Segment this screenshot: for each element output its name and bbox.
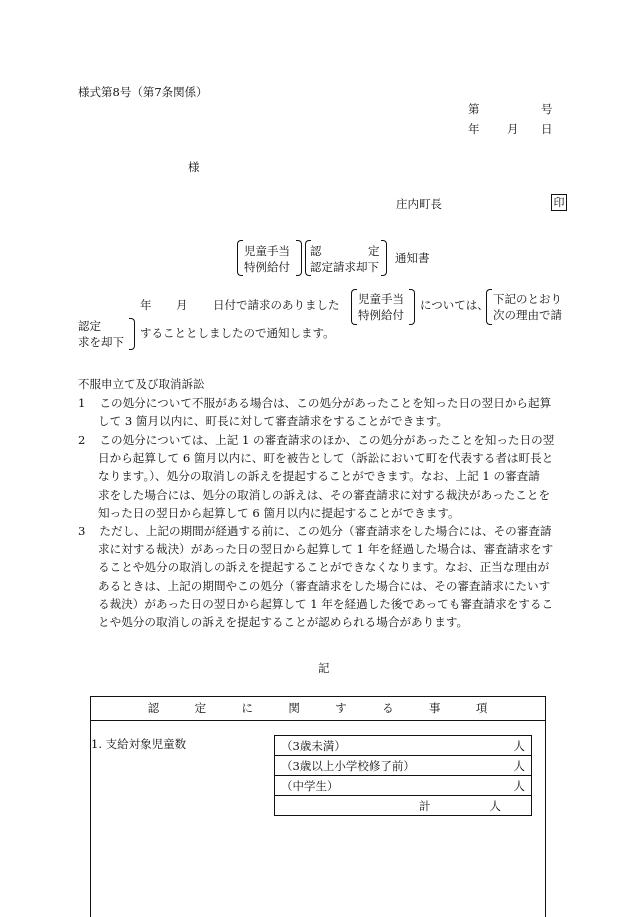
appeal-heading: 不服申立て及び取消訴訟 [78,377,205,391]
table-header-char: 定 [194,701,207,715]
title-suffix: 通知書 [395,251,430,265]
date-day: 日 [541,122,553,136]
body-option-2 [493,291,562,323]
table-row [275,796,532,816]
title-bracket-right-2 [381,240,387,276]
body-continuation [78,318,124,350]
child-count-table [274,735,532,816]
body-continuation-line2: 求を却下 [78,335,124,349]
table-header-char: す [335,701,347,715]
title-option-1-line2: 特例給付 [244,260,290,274]
table-header-char: 事 [428,701,441,715]
count-unit: 人 [513,738,525,753]
issuer-title: 庄内町長 [396,197,442,211]
appeal-item-2-number: 2 [78,433,86,447]
body-tail: することとしましたので通知します。 [140,326,335,340]
title-option-2-b: 定 [368,244,380,258]
appeal-item-2-line: 知った日の翌日から起算して 6 箇月以内に提起することができます。 [98,505,460,520]
appeal-item-3-line: あるときは、上記の期間やこの処分（審査請求をした場合には、その審査請求にたいす [98,578,551,593]
total-unit: 人 [489,798,501,813]
appeal-item-3 [78,522,578,631]
body-bracket-left-2 [486,289,492,325]
row-label-child-count: 1. 支給対象児童数 [91,737,187,751]
body-bracket-right-2 [129,318,135,350]
title-option-1-line1: 児童手当 [244,244,290,258]
details-table-header-divider [90,720,545,721]
count-cell-junior-high[interactable] [275,776,532,796]
title-option-2-line2: 認定請求却下 [310,260,379,274]
count-cell-total[interactable] [275,796,532,816]
body-option-1-line1: 児童手当 [358,292,404,306]
body-option-2-line2: 次の理由で請 [493,308,562,322]
total-label: 計 [419,799,431,813]
table-header-char: 認 [147,701,160,715]
appeal-item-1-number: 1 [78,396,86,410]
addressee-suffix: 様 [188,160,200,174]
appeal-item-2-line: この処分については、上記 1 の審査請求のほか、この処分があったことを知った日の翌 [99,433,555,447]
body-option-1 [358,291,404,323]
count-label: （中学生） [281,778,339,793]
seal-mark: 印 [551,194,567,211]
appeal-item-3-line: とや処分の取消しの訴えを提起することが認められる場合があります。 [98,615,469,630]
details-table-header [90,700,545,716]
doc-number-go: 号 [541,102,553,116]
body-date-text: 日付で請求のありました [213,298,340,312]
body-year: 年 [140,298,152,312]
table-row [275,776,532,796]
table-header-char: 項 [475,701,488,715]
ki-label: 記 [318,661,330,675]
table-header-char: る [382,701,394,715]
appeal-item-3-line: 求に対する裁決）があった日の翌日から起算して 1 年を経過した場合は、審査請求をす [98,542,554,557]
appeal-item-1-line: この処分について不服がある場合は、この処分があったことを知った日の翌日から起算 [99,396,552,410]
count-label: （3歳未満） [281,738,346,753]
body-option-2-line1: 下記のとおり [493,292,562,306]
table-header-char: 関 [288,701,300,715]
count-cell-3-to-elementary[interactable] [275,756,532,776]
title-bracket-left-1 [237,240,243,276]
body-bracket-left-1 [351,289,357,325]
body-ni-tsuite: については、 [420,298,489,312]
date-year: 年 [468,122,480,136]
appeal-item-3-number: 3 [78,524,86,538]
appeal-item-3-line: ただし、上記の期間が経過する前に、この処分（審査請求をした場合には、その審査請 [99,524,552,538]
count-unit: 人 [513,778,525,793]
table-row [275,736,532,756]
body-continuation-line1: 認定 [78,319,101,333]
doc-number-dai: 第 [468,102,480,116]
count-unit: 人 [513,758,525,773]
appeal-item-2-line: 日から起算して 6 箇月以内に、町を被告として（訴訟において町を代表する者は町長と [98,451,554,466]
appeal-item-2-line: なります。）、処分の取消しの訴えを提起することができます。なお、上記 1 の審査請 [98,469,540,484]
title-bracket-right-1 [296,240,302,276]
appeal-item-1 [78,394,578,430]
appeal-item-3-line: る裁決）があった日の翌日から起算して 1 年を経過した後であっても審査請求をするこ [98,596,554,611]
table-header-char: に [241,701,253,715]
appeal-item-3-line: ることや処分の取消しの訴えを提起することができなくなります。なお、正当な理由が [98,560,550,575]
body-bracket-right-1 [409,289,415,325]
appeal-item-2-line: 求をした場合には、処分の取消しの訴えは、その審査請求に対する裁決があったことを [98,487,551,502]
body-option-1-line2: 特例給付 [358,308,404,322]
appeal-item-2 [78,431,578,522]
title-option-1 [244,243,290,275]
table-row [275,756,532,776]
date-month: 月 [507,122,519,136]
form-number: 様式第8号（第7条関係） [78,85,208,99]
title-option-2-a: 認 [310,244,322,258]
appeal-item-1-line: して 3 箇月以内に、町長に対して審査請求をすることができます。 [98,414,449,429]
body-month: 月 [176,298,188,312]
count-cell-under3[interactable] [275,736,532,756]
count-label: （3歳以上小学校修了前） [281,758,415,773]
